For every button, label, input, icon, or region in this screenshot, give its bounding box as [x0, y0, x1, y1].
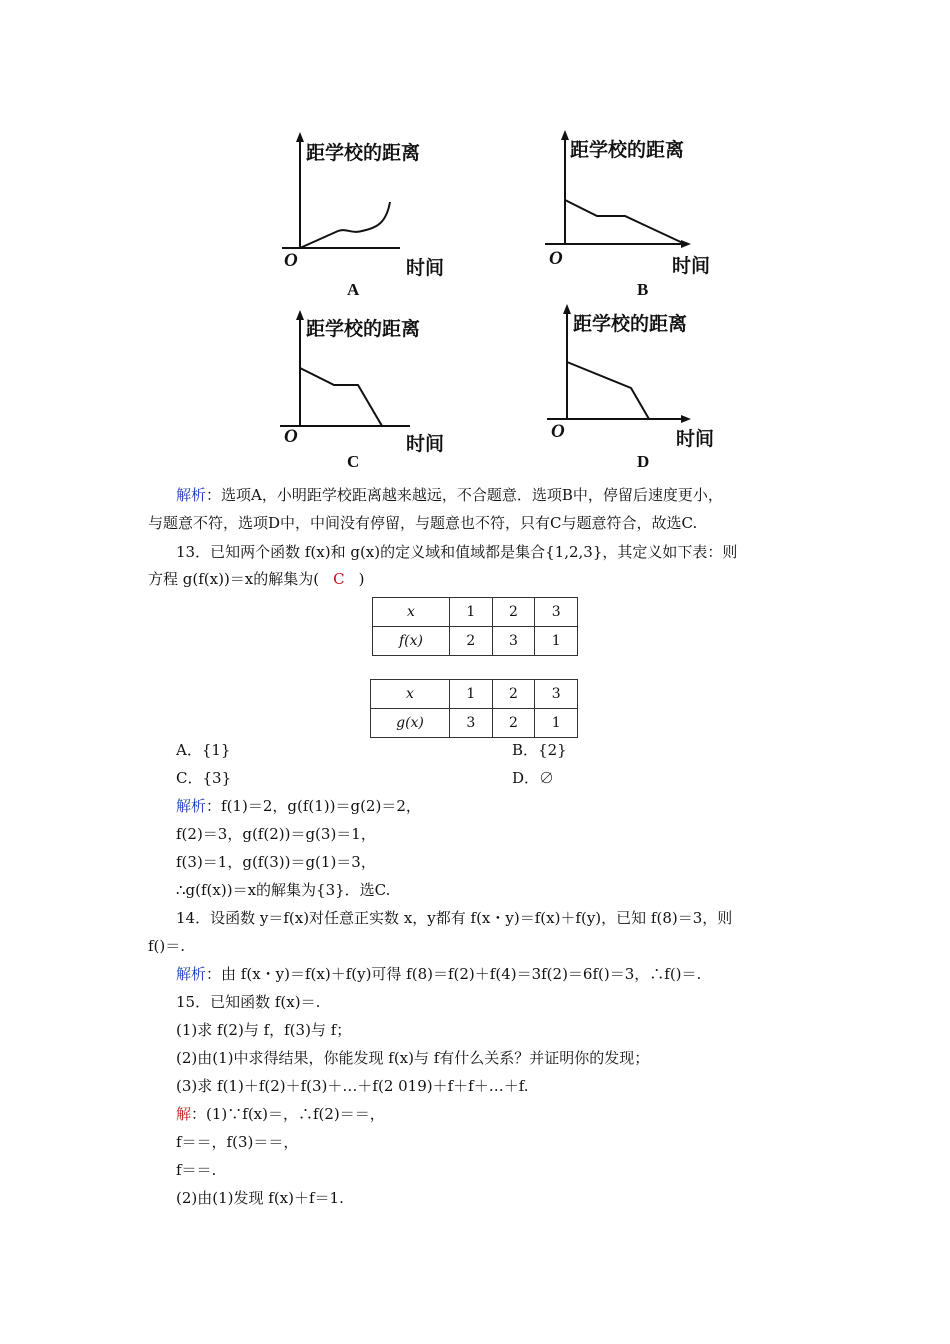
q13-option-d: D．∅	[512, 769, 555, 787]
graph-a-x-label: 时间	[406, 257, 445, 279]
graph-a-y-label: 距学校的距离	[306, 142, 421, 164]
table-cell: 2	[450, 627, 493, 656]
table-cell: x	[371, 680, 450, 709]
q14-stem-line2: f()＝.	[148, 937, 186, 955]
q15-solution-line3: f＝＝.	[176, 1161, 217, 1179]
q13-analysis-line2: f(2)＝3，g(f(2))＝g(3)＝1，	[176, 825, 376, 843]
table-cell: f(x)	[373, 627, 450, 656]
table-cell: 2	[492, 598, 535, 627]
table-cell: 3	[535, 598, 578, 627]
graph-d-caption: D	[637, 452, 650, 471]
table-g	[370, 679, 578, 738]
q13-stem-line1: 13．已知两个函数 f(x)和 g(x)的定义域和值域都是集合{1,2,3}，其定义如下表：则	[176, 543, 738, 561]
graph-d-y-label: 距学校的距离	[573, 313, 688, 335]
table-cell: 3	[450, 709, 493, 738]
q15-solution-line1: 解：(1)∵f(x)＝，∴f(2)＝＝，	[176, 1105, 385, 1123]
graph-c-caption: C	[347, 452, 360, 471]
q13-stem-line2: 方程 g(f(x))＝x的解集为( C )	[148, 570, 365, 588]
graph-b-x-label: 时间	[672, 255, 711, 277]
q15-part2: (2)由(1)中求得结果，你能发现 f(x)与 f有什么关系？并证明你的发现；	[176, 1049, 650, 1067]
analysis-label: 解析	[176, 486, 207, 504]
graph-b-origin: O	[549, 248, 563, 269]
graph-d-x-label: 时间	[676, 428, 715, 450]
analysis-label: 解析	[176, 965, 207, 983]
table-row	[371, 709, 578, 738]
q13-option-c: C．{3}	[176, 769, 232, 787]
table-cell: 2	[492, 709, 535, 738]
q13-analysis-line4: ∴g(f(x))＝x的解集为{3}．选C.	[176, 881, 391, 899]
q13-analysis-line3: f(3)＝1，g(f(3))＝g(1)＝3，	[176, 853, 376, 871]
graph-c-origin: O	[284, 426, 298, 447]
q12-analysis-line1: 解析：选项A，小明距学校距离越来越远，不合题意．选项B中，停留后速度更小，	[176, 486, 723, 504]
analysis-label: 解析	[176, 797, 207, 815]
q15-solution-line4: (2)由(1)发现 f(x)＋f＝1.	[176, 1189, 344, 1207]
table-row	[373, 598, 578, 627]
q13-analysis-line1: 解析：f(1)＝2，g(f(1))＝g(2)＝2，	[176, 797, 421, 815]
graph-b-caption: B	[637, 280, 649, 299]
graph-d-origin: O	[551, 421, 565, 442]
q12-analysis-line2: 与题意不符，选项D中，中间没有停留，与题意也不符，只有C与题意符合，故选C.	[148, 514, 698, 532]
table-cell: 2	[492, 680, 535, 709]
table-cell: 1	[450, 680, 493, 709]
table-cell: g(x)	[371, 709, 450, 738]
q15-part1: (1)求 f(2)与 f，f(3)与 f；	[176, 1021, 352, 1039]
table-cell: 1	[535, 709, 578, 738]
table-row	[371, 680, 578, 709]
graph-b-y-label: 距学校的距离	[570, 139, 685, 161]
table-row	[373, 627, 578, 656]
table-cell: 1	[535, 627, 578, 656]
table-cell: 3	[492, 627, 535, 656]
q15-part3: (3)求 f(1)＋f(2)＋f(3)＋…＋f(2 019)＋f＋f＋…＋f.	[176, 1077, 529, 1095]
q14-analysis: 解析：由 f(x・y)＝f(x)＋f(y)可得 f(8)＝f(2)＋f(4)＝3f(2)＝6f()＝3，∴f()＝.	[176, 965, 702, 983]
q13-option-b: B．{2}	[512, 741, 567, 759]
graph-a-caption: A	[347, 280, 360, 299]
graph-c-x-label: 时间	[406, 433, 445, 455]
q13-option-a: A．{1}	[176, 741, 231, 759]
table-cell: 1	[450, 598, 493, 627]
table-cell: 3	[535, 680, 578, 709]
table-cell: x	[373, 598, 450, 627]
q15-stem: 15．已知函数 f(x)＝.	[176, 993, 321, 1011]
graph-c-y-label: 距学校的距离	[306, 318, 421, 340]
q14-stem-line1: 14．设函数 y＝f(x)对任意正实数 x，y都有 f(x・y)＝f(x)＋f(y)，已知 f(8)＝3，则	[176, 909, 733, 927]
table-f	[372, 597, 578, 656]
q15-solution-line2: f＝＝，f(3)＝＝，	[176, 1133, 299, 1151]
q13-answer: C	[333, 570, 345, 588]
graph-a-origin: O	[284, 250, 298, 271]
solution-label: 解	[176, 1105, 192, 1123]
